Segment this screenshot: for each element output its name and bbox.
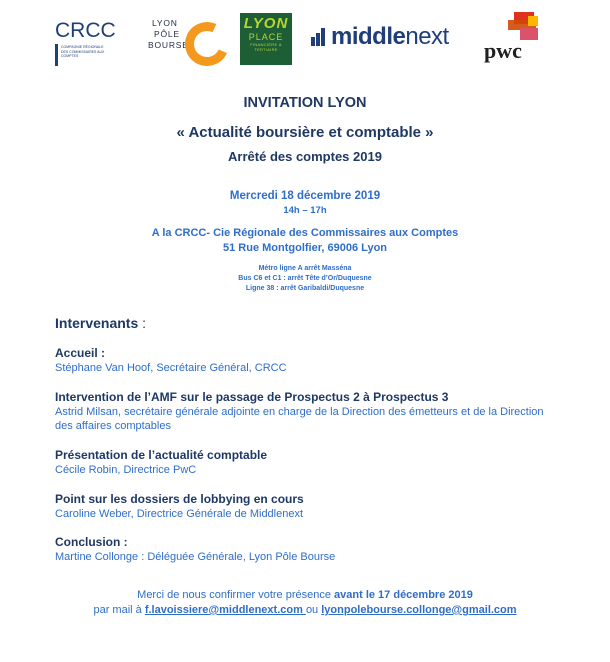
lpb-line-3: BOURSE [148, 40, 189, 50]
logo-bar [0, 0, 610, 80]
event-subtitle: Arrêté des comptes 2019 [228, 149, 382, 164]
section-speaker: Caroline Weber, Directrice Générale de Middlenext [55, 508, 304, 520]
section-speaker: Cécile Robin, Directrice PwC [55, 464, 197, 476]
section-title: Intervention de l’AMF sur le passage de Prospectus 2 à Prospectus 3 [55, 390, 449, 404]
lyon-place-logo [240, 13, 292, 65]
speakers-heading [55, 315, 146, 331]
rsvp-line [0, 589, 610, 601]
contact-prefix: par mail à [93, 604, 145, 616]
transport-metro: Métro ligne A arrêt Masséna [258, 265, 352, 272]
speakers-heading-suffix: : [138, 315, 147, 331]
event-time: 14h – 17h [283, 205, 327, 216]
event-date: Mercredi 18 décembre 2019 [229, 190, 381, 202]
event-title: « Actualité boursière et comptable » [176, 124, 434, 141]
lpb-line-2: PÔLE [154, 29, 180, 39]
middlenext-wordmark [331, 22, 449, 52]
transport-bus: Bus C6 et C1 : arrêt Tête d’Or/Duquesne [238, 275, 372, 282]
section-speaker: Astrid Milsan, secrétaire générale adjointe en charge de la Direction des émetteurs et de la Direction des affaires comptables [55, 406, 544, 432]
section-title: Conclusion : [55, 535, 128, 549]
lpb-line-1: LYON [152, 18, 178, 28]
lyon-pole-bourse-text [148, 18, 189, 51]
crcc-logo-subtitle: COMPAGNIE RÉGIONALE DES COMMISSAIRES AUX COMPTES [61, 45, 105, 58]
crcc-logo [55, 20, 135, 65]
venue-name: A la CRCC- Cie Régionale des Commissaires aux Comptes [151, 227, 459, 239]
crcc-logo-bar [55, 44, 58, 66]
middlenext-logo [311, 22, 466, 52]
lyon-pole-bourse-logo [148, 16, 220, 66]
rsvp-prefix: Merci de nous confirmer votre présence [137, 589, 335, 601]
speakers-heading-text: Intervenants [55, 315, 139, 331]
transport-line-38: Ligne 38 : arrêt Garibaldi/Duquesne [245, 285, 365, 292]
lpf-line-2: PLACE [248, 32, 284, 42]
section-title: Point sur les dossiers de lobbying en cours [55, 492, 304, 506]
lpf-line-3: FINANCIÈRE & TERTIAIRE [250, 42, 282, 52]
email-link-middlenext[interactable]: f.lavoissiere@middlenext.com [144, 604, 306, 616]
contact-line [0, 604, 610, 616]
middlenext-light: next [405, 23, 449, 50]
middlenext-bold: middle [331, 23, 406, 50]
pwc-blocks-icon [506, 12, 540, 40]
invitation-heading: INVITATION LYON [243, 95, 367, 111]
section-title: Accueil : [55, 346, 106, 360]
lpf-line-1: LYON [243, 15, 289, 32]
section-speaker: Stéphane Van Hoof, Secrétaire Général, CRCC [55, 362, 287, 374]
email-link-lyon-pole-bourse[interactable]: lyonpolebourse.collonge@gmail.com [321, 604, 517, 616]
rsvp-deadline: avant le 17 décembre 2019 [334, 589, 473, 601]
section-speaker: Martine Collonge : Déléguée Générale, Lyon Pôle Bourse [55, 551, 336, 563]
crcc-logo-text: CRCC [55, 19, 116, 42]
middlenext-bars-icon [311, 28, 329, 46]
section-title: Présentation de l’actualité comptable [55, 448, 268, 462]
pwc-logo [484, 12, 544, 62]
contact-or: ou [305, 604, 322, 616]
pwc-wordmark: pwc [484, 38, 522, 63]
venue-address: 51 Rue Montgolfier, 69006 Lyon [222, 242, 388, 254]
